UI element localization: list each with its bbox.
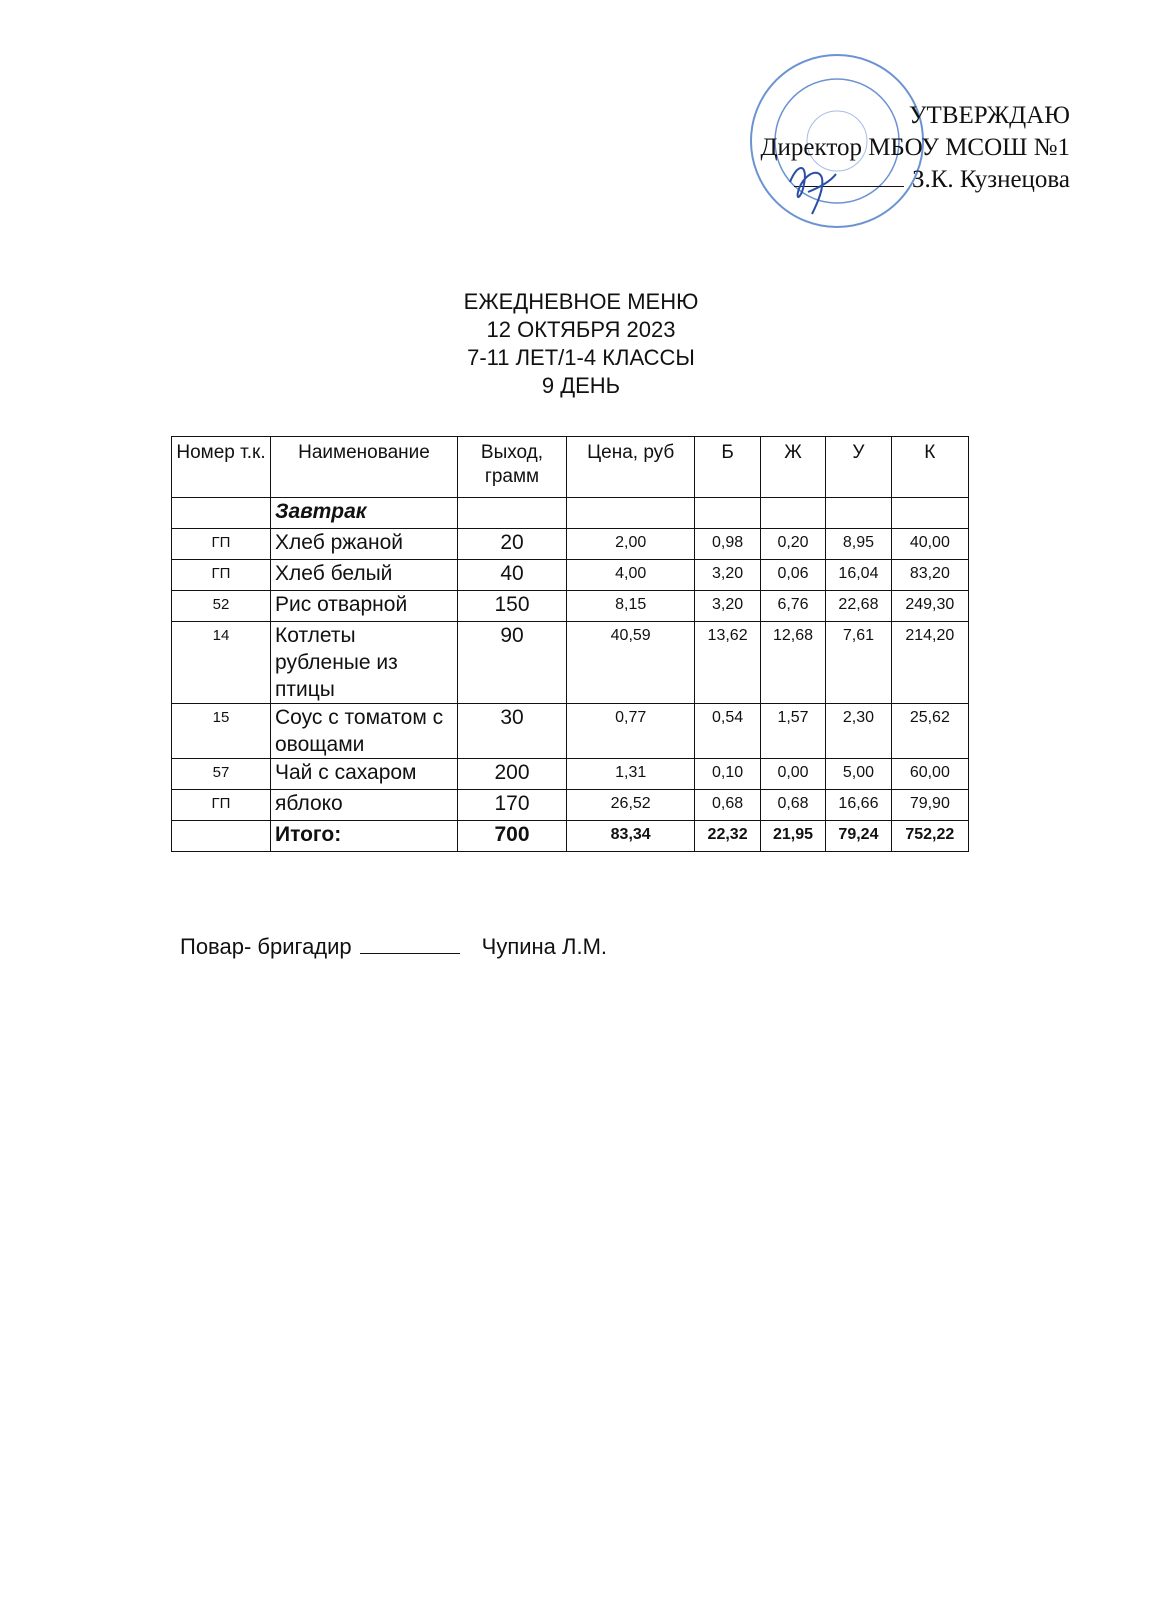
column-header: Б <box>695 437 760 498</box>
dish-name-cell: Хлеб ржаной <box>271 529 458 560</box>
fats-cell: 0,06 <box>760 560 825 591</box>
calories-cell: 214,20 <box>891 622 968 704</box>
price-cell: 40,59 <box>567 622 695 704</box>
fats-cell: 0,20 <box>760 529 825 560</box>
table-row <box>172 790 969 821</box>
carbs-cell: 5,00 <box>826 759 891 790</box>
proteins-cell: 3,20 <box>695 560 760 591</box>
column-header: Цена, руб <box>567 437 695 498</box>
price-cell: 0,77 <box>567 704 695 759</box>
table-row <box>172 529 969 560</box>
dish-name-cell: Хлеб белый <box>271 560 458 591</box>
portion-weight-cell: 150 <box>458 591 567 622</box>
fats-cell: 0,00 <box>760 759 825 790</box>
footer-role: Повар- бригадир <box>180 934 352 959</box>
section-row <box>172 498 969 529</box>
fats-cell: 0,68 <box>760 790 825 821</box>
dish-name-cell: Котлеты рубленые из птицы <box>271 622 458 704</box>
tk-number-cell: 15 <box>172 704 271 759</box>
calories-cell: 83,20 <box>891 560 968 591</box>
title-line-3: 7-11 ЛЕТ/1-4 КЛАССЫ <box>467 345 695 370</box>
dish-name-cell: Рис отварной <box>271 591 458 622</box>
total-carbs-cell: 79,24 <box>826 821 891 852</box>
footer-name: Чупина Л.М. <box>481 934 608 959</box>
carbs-cell: 22,68 <box>826 591 891 622</box>
tk-number-cell: ГП <box>172 529 271 560</box>
approval-position: Директор МБОУ МСОШ №1 <box>760 134 1070 161</box>
approval-heading: УТВЕРЖДАЮ <box>908 102 1070 129</box>
tk-number-cell: 14 <box>172 622 271 704</box>
table-header-row <box>172 437 969 498</box>
carbs-cell: 8,95 <box>826 529 891 560</box>
tk-number-cell: ГП <box>172 560 271 591</box>
carbs-cell: 7,61 <box>826 622 891 704</box>
price-cell: 4,00 <box>567 560 695 591</box>
calories-cell: 79,90 <box>891 790 968 821</box>
proteins-cell: 0,10 <box>695 759 760 790</box>
portion-weight-cell: 30 <box>458 704 567 759</box>
table-row <box>172 560 969 591</box>
fats-cell: 6,76 <box>760 591 825 622</box>
column-header: К <box>891 437 968 498</box>
portion-weight-cell: 200 <box>458 759 567 790</box>
footer-signature <box>180 934 607 960</box>
carbs-cell: 16,66 <box>826 790 891 821</box>
table-row <box>172 622 969 704</box>
proteins-cell: 3,20 <box>695 591 760 622</box>
dish-name-cell: Соус с томатом с овощами <box>271 704 458 759</box>
total-row <box>172 821 969 852</box>
column-header: Ж <box>760 437 825 498</box>
price-cell: 26,52 <box>567 790 695 821</box>
portion-weight-cell: 170 <box>458 790 567 821</box>
approval-name: З.К. Кузнецова <box>911 166 1070 193</box>
total-dish-name-cell: Итого: <box>271 821 458 852</box>
total-price-cell: 83,34 <box>567 821 695 852</box>
column-header: Наименование <box>271 437 458 498</box>
title-line-1: ЕЖЕДНЕВНОЕ МЕНЮ <box>463 289 699 314</box>
table-row <box>172 704 969 759</box>
calories-cell: 40,00 <box>891 529 968 560</box>
carbs-cell: 2,30 <box>826 704 891 759</box>
price-cell: 8,15 <box>567 591 695 622</box>
portion-weight-cell: 40 <box>458 560 567 591</box>
calories-cell: 25,62 <box>891 704 968 759</box>
title-line-2: 12 ОКТЯБРЯ 2023 <box>486 317 676 342</box>
total-proteins-cell: 22,32 <box>695 821 760 852</box>
proteins-cell: 0,98 <box>695 529 760 560</box>
section-label: Завтрак <box>271 498 458 529</box>
total-fats-cell: 21,95 <box>760 821 825 852</box>
table-row <box>172 591 969 622</box>
column-header: Выход, грамм <box>458 437 567 498</box>
document-title <box>0 288 1162 400</box>
total-calories-cell: 752,22 <box>891 821 968 852</box>
price-cell: 2,00 <box>567 529 695 560</box>
dish-name-cell: яблоко <box>271 790 458 821</box>
carbs-cell: 16,04 <box>826 560 891 591</box>
proteins-cell: 13,62 <box>695 622 760 704</box>
tk-number-cell: 52 <box>172 591 271 622</box>
tk-number-cell: ГП <box>172 790 271 821</box>
proteins-cell: 0,54 <box>695 704 760 759</box>
total-portion-weight-cell: 700 <box>458 821 567 852</box>
price-cell: 1,31 <box>567 759 695 790</box>
tk-number-cell: 57 <box>172 759 271 790</box>
dish-name-cell: Чай с сахаром <box>271 759 458 790</box>
fats-cell: 12,68 <box>760 622 825 704</box>
proteins-cell: 0,68 <box>695 790 760 821</box>
portion-weight-cell: 90 <box>458 622 567 704</box>
column-header: Номер т.к. <box>172 437 271 498</box>
total-tk-number-cell <box>172 821 271 852</box>
title-line-4: 9 ДЕНЬ <box>541 373 621 398</box>
footer-signature-line <box>360 935 460 954</box>
fats-cell: 1,57 <box>760 704 825 759</box>
table-row <box>172 759 969 790</box>
portion-weight-cell: 20 <box>458 529 567 560</box>
menu-table <box>171 436 969 852</box>
column-header: У <box>826 437 891 498</box>
calories-cell: 249,30 <box>891 591 968 622</box>
calories-cell: 60,00 <box>891 759 968 790</box>
handwritten-signature-icon <box>778 152 848 222</box>
